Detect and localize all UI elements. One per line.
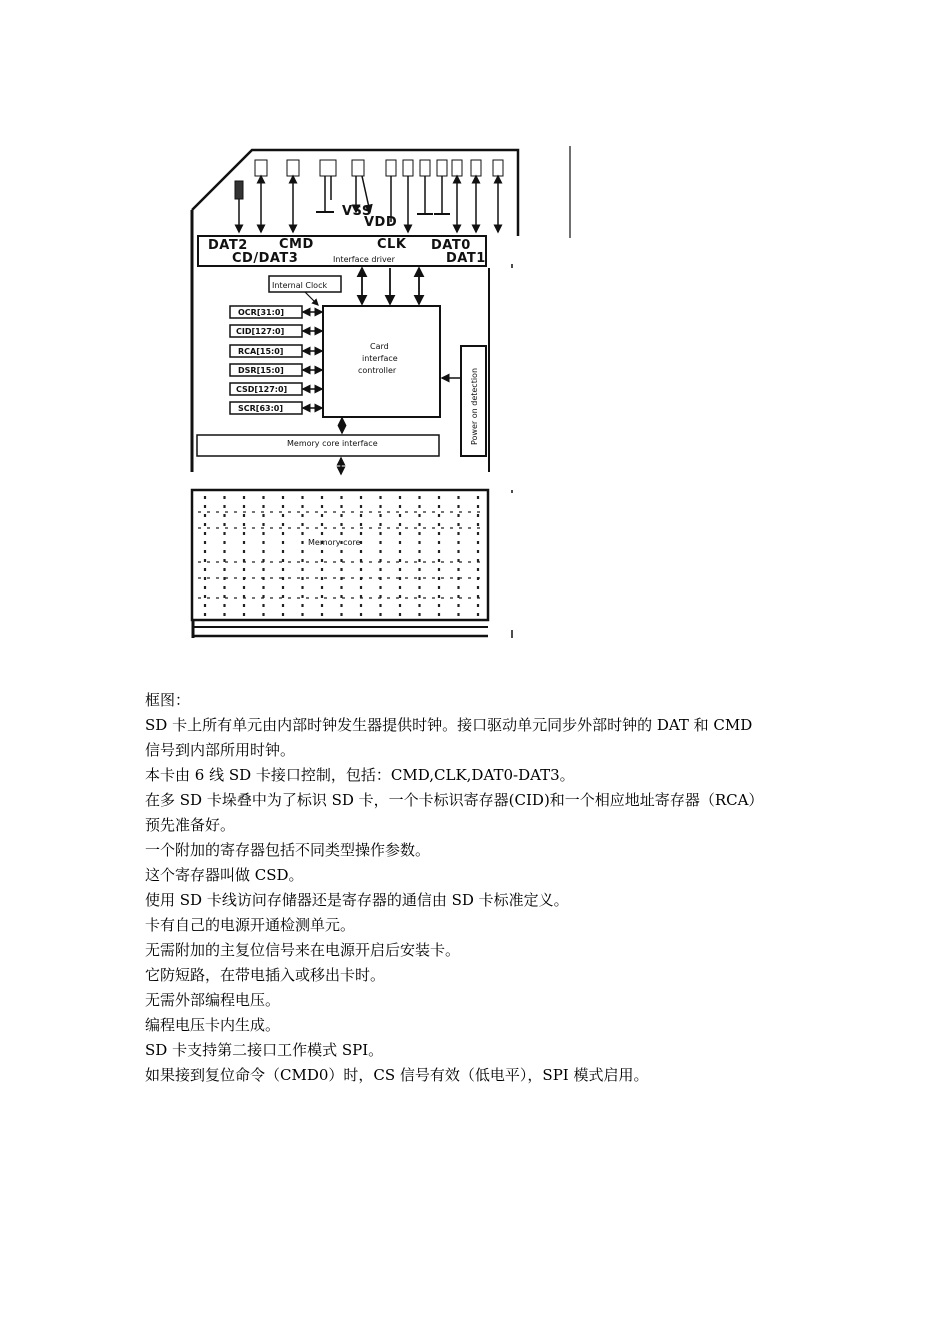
bus-label-cmd: CMD — [279, 237, 314, 252]
text-line: 如果接到复位命令（CMD0）时，CS 信号有效（低电平），SPI 模式启用。 — [145, 1066, 649, 1084]
vss-label: VSS — [342, 204, 372, 219]
power-on-detection-label: Power on detection — [470, 367, 479, 445]
text-line: 它防短路，在带电插入或移出卡时。 — [145, 966, 386, 984]
text-line: 框图： — [145, 691, 191, 709]
register-label-cid: CID[127:0] — [236, 327, 285, 336]
bus-label-clk: CLK — [377, 237, 407, 252]
text-line: 无需外部编程电压。 — [145, 991, 281, 1009]
text-line: 一个附加的寄存器包括不同类型操作参数。 — [145, 841, 431, 859]
text-line: 在多 SD 卡垛叠中为了标识 SD 卡，一个卡标识寄存器(CID)和一个相应地址寄存器（RCA） — [145, 791, 764, 809]
vdd-label: VDD — [364, 215, 398, 230]
register-label-dsr: DSR[15:0] — [238, 366, 284, 375]
register-label-csd: CSD[127:0] — [236, 385, 288, 394]
bus-label-dat2: DAT2 — [208, 238, 248, 253]
sd-card-block-diagram — [0, 0, 950, 660]
driver-controller-arrows — [362, 268, 419, 304]
controller-label-line2: interface — [362, 354, 398, 363]
text-line: 编程电压卡内生成。 — [145, 1016, 281, 1034]
register-stack — [230, 306, 322, 414]
text-line: 这个寄存器叫做 CSD。 — [145, 866, 304, 884]
interface-driver-label: Interface driver — [333, 255, 395, 264]
register-label-rca: RCA[15:0] — [238, 347, 284, 356]
bus-label-dat1: DAT1 — [446, 251, 486, 266]
memory-core-interface-label: Memory core interface — [287, 439, 378, 448]
text-line: SD 卡上所有单元由内部时钟发生器提供时钟。接口驱动单元同步外部时钟的 DAT 和 CMD — [145, 716, 753, 734]
text-line: SD 卡支持第二接口工作模式 SPI。 — [145, 1041, 384, 1059]
text-line: 信号到内部所用时钟。 — [145, 741, 296, 759]
memory-core-block — [192, 490, 488, 638]
controller-label-line1: Card — [370, 342, 389, 351]
text-line: 无需附加的主复位信号来在电源开启后安装卡。 — [145, 941, 461, 959]
internal-clock-label: Internal Clock — [272, 281, 328, 290]
text-line: 本卡由 6 线 SD 卡接口控制，包括：CMD,CLK,DAT0-DAT3。 — [145, 766, 575, 784]
text-line: 使用 SD 卡线访问存储器还是寄存器的通信由 SD 卡标准定义。 — [145, 891, 569, 909]
text-line: 卡有自己的电源开通检测单元。 — [145, 916, 356, 934]
register-label-scr: SCR[63:0] — [238, 404, 284, 413]
description-text — [145, 688, 825, 1088]
bus-label-cd-dat3: CD/DAT3 — [232, 251, 299, 266]
text-line: 预先准备好。 — [145, 816, 236, 834]
memory-core-label: Memory core — [308, 538, 361, 547]
register-label-ocr: OCR[31:0] — [238, 308, 285, 317]
bus-label-dat0: DAT0 — [431, 238, 471, 253]
controller-label-line3: controller — [358, 366, 397, 375]
